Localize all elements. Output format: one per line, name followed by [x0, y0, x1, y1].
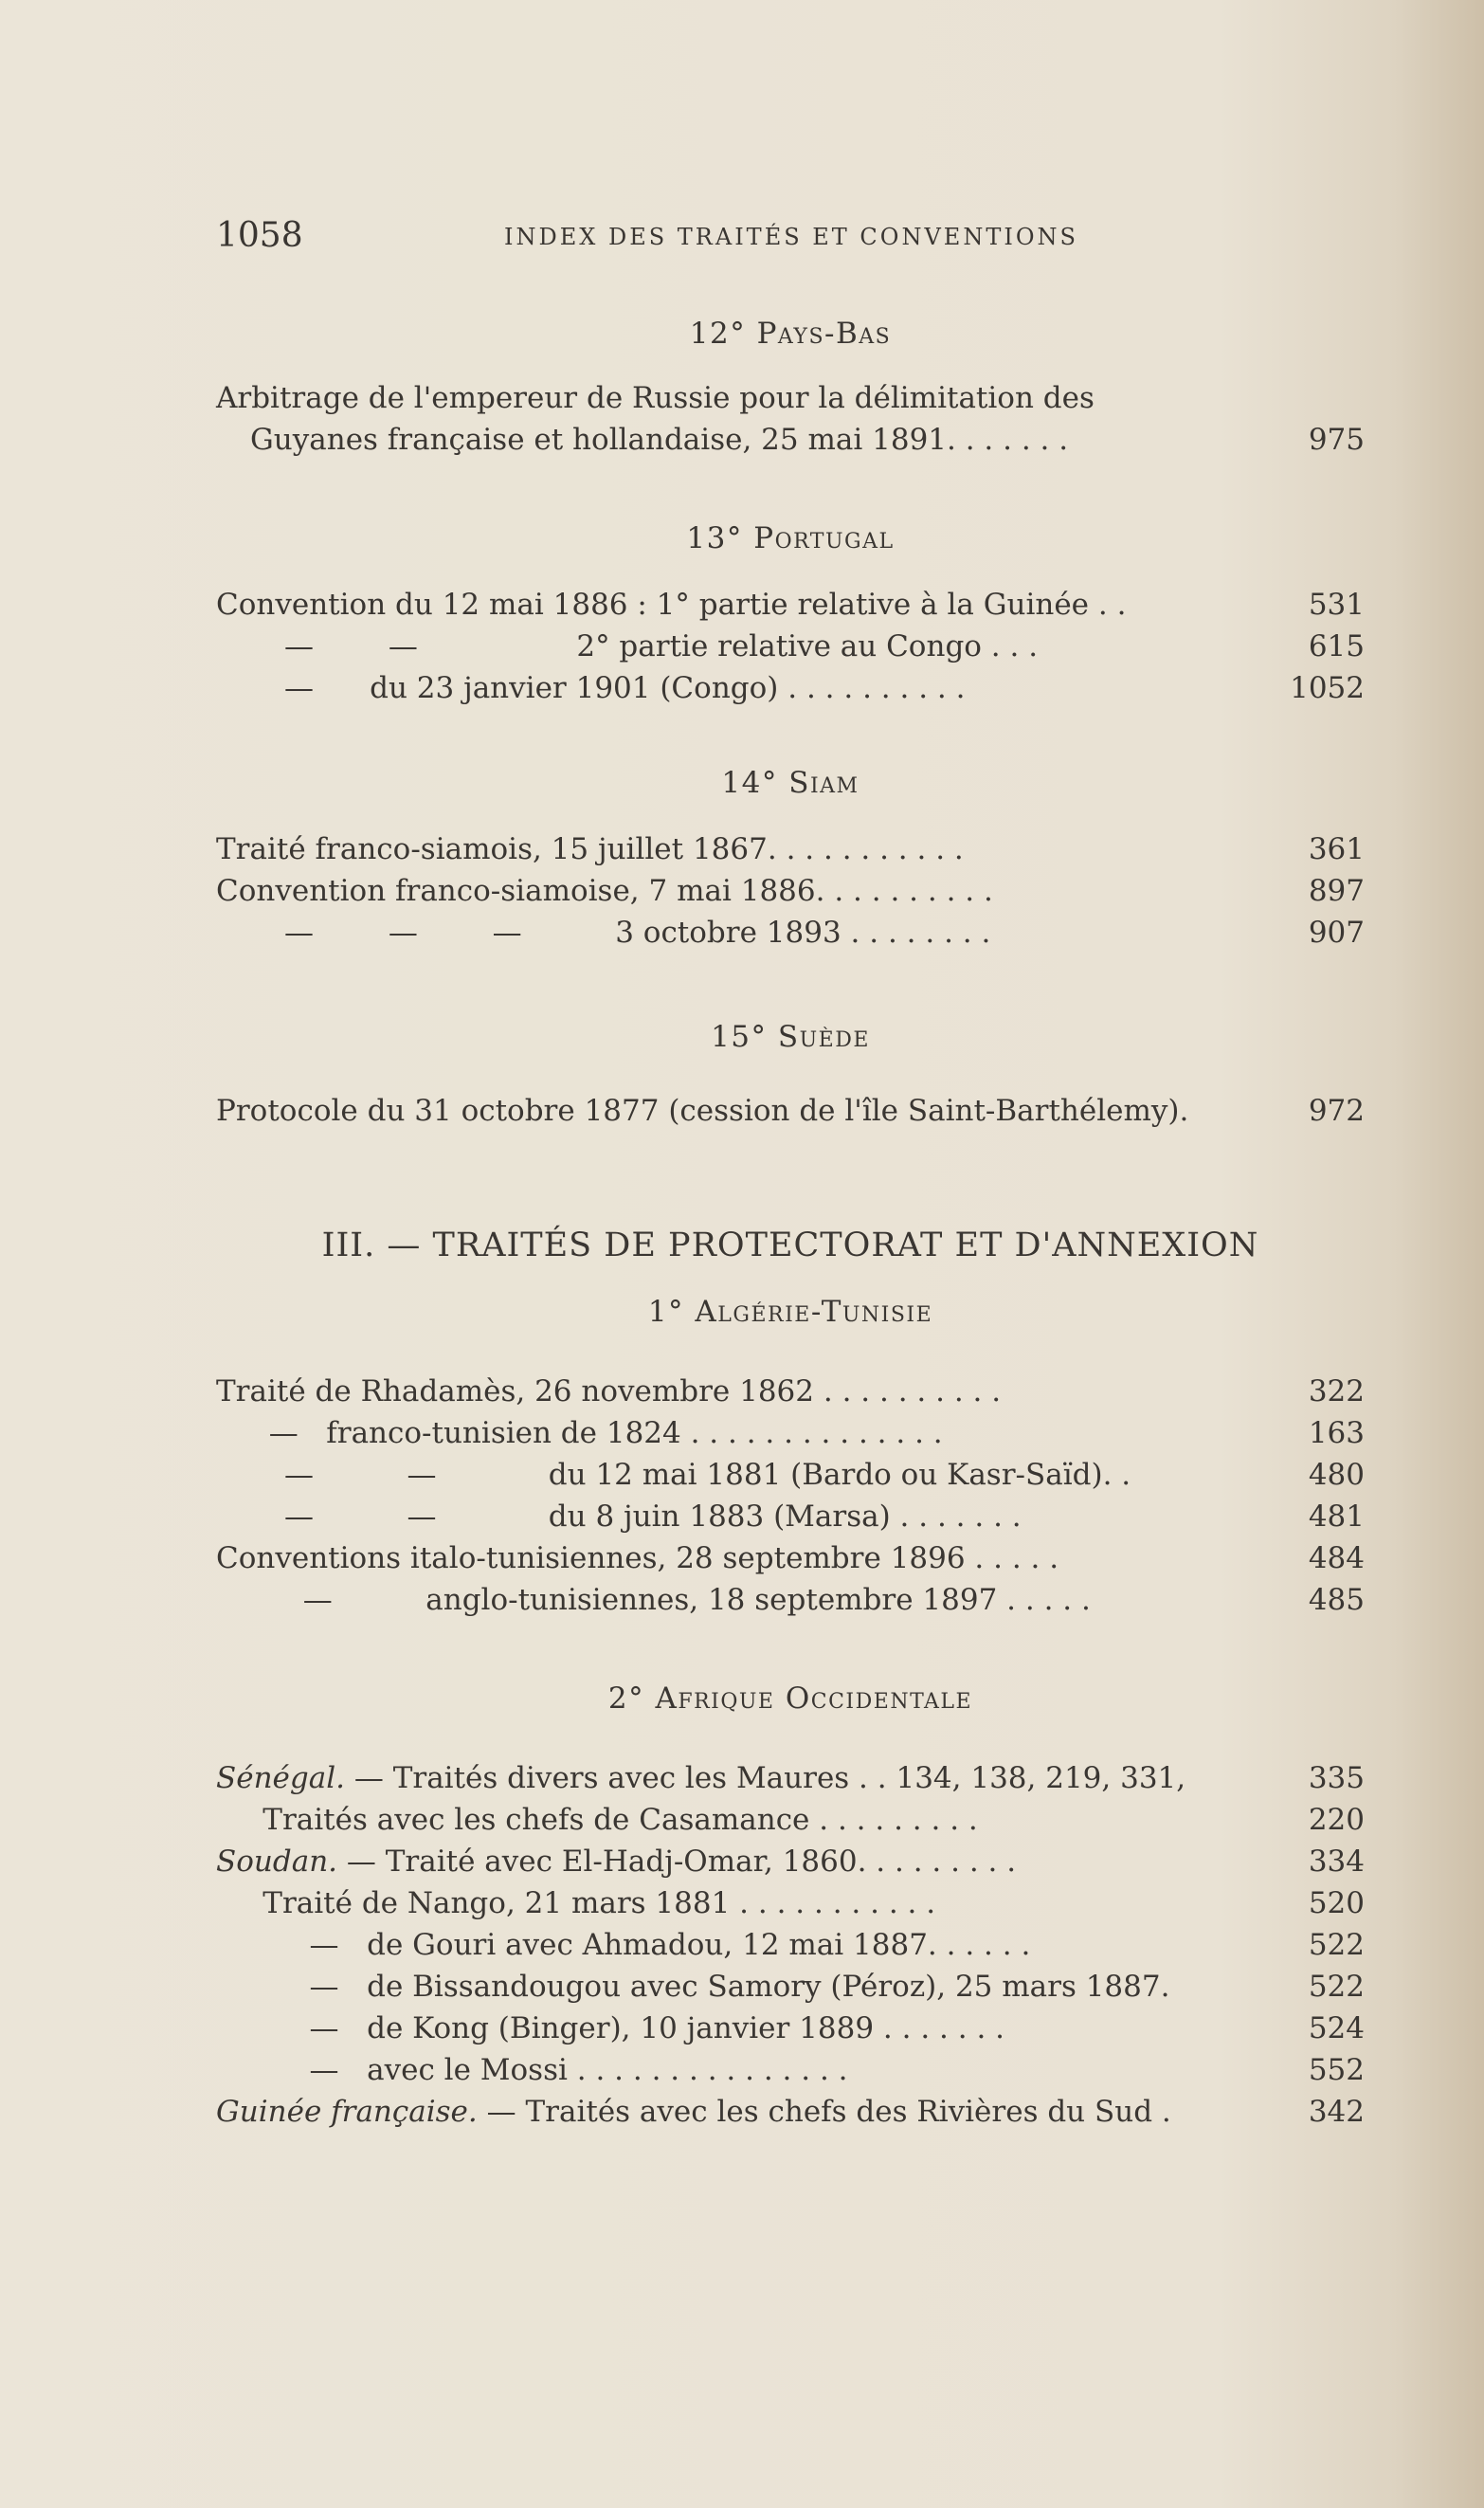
entry-page: 485	[1308, 1583, 1365, 1617]
entry-text	[216, 1757, 1185, 1799]
entry-row	[216, 1841, 1365, 1882]
entry-text: — du 23 janvier 1901 (Congo) . . . . . . . . . .	[284, 671, 966, 705]
entry-page: 522	[1308, 1970, 1365, 2004]
entry-text	[216, 1841, 1016, 1882]
entry-body: — Traités avec les chefs des Rivières du Sud .	[477, 2095, 1171, 2129]
entry-page: 220	[1308, 1803, 1365, 1837]
entry-pays-bas	[216, 377, 1365, 461]
entry-prefix: Guinée française.	[216, 2095, 478, 2129]
section-title-pays-bas: 12° Pays-Bas	[689, 317, 892, 351]
entry-body: — Traité avec El-Hadj-Omar, 1860. . . . . . . . .	[337, 1845, 1017, 1879]
entry-text-line	[216, 419, 1365, 461]
page-number: 1058	[216, 216, 303, 255]
entry-row	[216, 626, 1365, 667]
entry-row	[216, 1924, 1365, 1966]
entry-page: 361	[1308, 832, 1365, 866]
entry-text: — — 2° partie relative au Congo . . .	[284, 629, 1039, 663]
entry-page: 972	[1308, 1094, 1365, 1128]
entry-text: — — — 3 octobre 1893 . . . . . . . .	[284, 916, 991, 950]
entry-text	[216, 2091, 1171, 2133]
entry-row	[216, 1090, 1365, 1132]
section-title-siam: 14° Siam	[721, 766, 860, 800]
entry-page: 1052	[1290, 671, 1365, 705]
entry-page: 484	[1308, 1541, 1365, 1575]
entry-text: Convention du 12 mai 1886 : 1° partie relative à la Guinée . .	[216, 588, 1127, 622]
entry-row	[216, 1496, 1365, 1537]
entry-text: — — du 8 juin 1883 (Marsa) . . . . . . .	[284, 1499, 1022, 1534]
entry-page: 907	[1308, 916, 1365, 950]
entry-page: 480	[1308, 1458, 1365, 1492]
entry-text: — — du 12 mai 1881 (Bardo ou Kasr-Saïd). .	[284, 1458, 1131, 1492]
section-title-algerie-tunisie: 1° Algérie-Tunisie	[647, 1295, 933, 1329]
section-title-suede: 15° Suède	[711, 1020, 870, 1054]
entry-page: 552	[1308, 2053, 1365, 2087]
entry-row	[216, 1371, 1365, 1412]
entry-page: 322	[1308, 1374, 1365, 1408]
entry-row	[216, 1454, 1365, 1496]
entry-text: — de Gouri avec Ahmadou, 12 mai 1887. . . . . .	[216, 1928, 1031, 1962]
entry-page: 897	[1308, 874, 1365, 908]
entry-page: 334	[1308, 1845, 1365, 1879]
entry-row	[216, 1799, 1365, 1841]
part-title: III. — TRAITÉS DE PROTECTORAT ET D'ANNEXION	[321, 1227, 1259, 1264]
entry-row	[216, 1537, 1365, 1579]
entry-page: 163	[1308, 1416, 1365, 1450]
entry-text: Conventions italo-tunisiennes, 28 septembre 1896 . . . . .	[216, 1541, 1059, 1575]
entry-prefix: Sénégal.	[216, 1761, 345, 1795]
entry-row	[216, 1412, 1365, 1454]
entry-page: 615	[1308, 629, 1365, 663]
entry-page: 342	[1308, 2095, 1365, 2129]
entry-text-line: Arbitrage de l'empereur de Russie pour la délimitation des	[216, 381, 1095, 415]
entry-text: Traité franco-siamois, 15 juillet 1867. . . . . . . . . . .	[216, 832, 964, 866]
entry-row	[216, 912, 1365, 954]
section-title-afrique-occidentale: 2° Afrique Occidentale	[607, 1681, 973, 1716]
running-title: INDEX DES TRAITÉS ET CONVENTIONS	[504, 224, 1078, 250]
entry-row	[216, 1882, 1365, 1924]
entry-row	[216, 870, 1365, 912]
entry-text: — avec le Mossi . . . . . . . . . . . . . . .	[216, 2053, 848, 2087]
entry-text: Convention franco-siamoise, 7 mai 1886. . . . . . . . . .	[216, 874, 993, 908]
entry-text: Traités avec les chefs de Casamance . . . . . . . . .	[216, 1803, 978, 1837]
entry-row	[216, 828, 1365, 870]
section-title-portugal: 13° Portugal	[686, 521, 895, 555]
entry-page: 335	[1308, 1761, 1365, 1795]
entry-page: 520	[1308, 1886, 1365, 1920]
page-header	[216, 216, 1365, 254]
entry-row	[216, 584, 1365, 626]
entry-row	[216, 2008, 1365, 2049]
entry-row	[216, 1757, 1365, 1799]
entry-row	[216, 2091, 1365, 2133]
entry-row	[216, 667, 1365, 709]
entry-text: — franco-tunisien de 1824 . . . . . . . . . . . . . .	[250, 1416, 943, 1450]
entry-text: Protocole du 31 octobre 1877 (cession de l'île Saint-Barthélemy).	[216, 1094, 1189, 1128]
entry-row	[216, 1966, 1365, 2008]
entry-text: Guyanes française et hollandaise, 25 mai 1891. . . . . . .	[250, 423, 1069, 457]
entry-page: 531	[1308, 588, 1365, 622]
entry-text: — de Bissandougou avec Samory (Péroz), 25 mars 1887.	[216, 1970, 1170, 2004]
entry-page: 975	[1308, 423, 1365, 457]
entry-page: 522	[1308, 1928, 1365, 1962]
entry-page: 524	[1308, 2011, 1365, 2045]
entry-prefix: Soudan.	[216, 1845, 338, 1879]
entry-body: — Traités divers avec les Maures . . 134, 138, 219, 331,	[345, 1761, 1186, 1795]
entry-page: 481	[1308, 1499, 1365, 1534]
entry-row	[216, 2049, 1365, 2091]
entry-row	[216, 1579, 1365, 1621]
entry-text: — anglo-tunisiennes, 18 septembre 1897 . . . . .	[284, 1583, 1091, 1617]
entry-text: Traité de Nango, 21 mars 1881 . . . . . . . . . . .	[216, 1886, 936, 1920]
entry-text: — de Kong (Binger), 10 janvier 1889 . . . . . . .	[216, 2011, 1005, 2045]
entry-text: Traité de Rhadamès, 26 novembre 1862 . . . . . . . . . .	[216, 1374, 1002, 1408]
